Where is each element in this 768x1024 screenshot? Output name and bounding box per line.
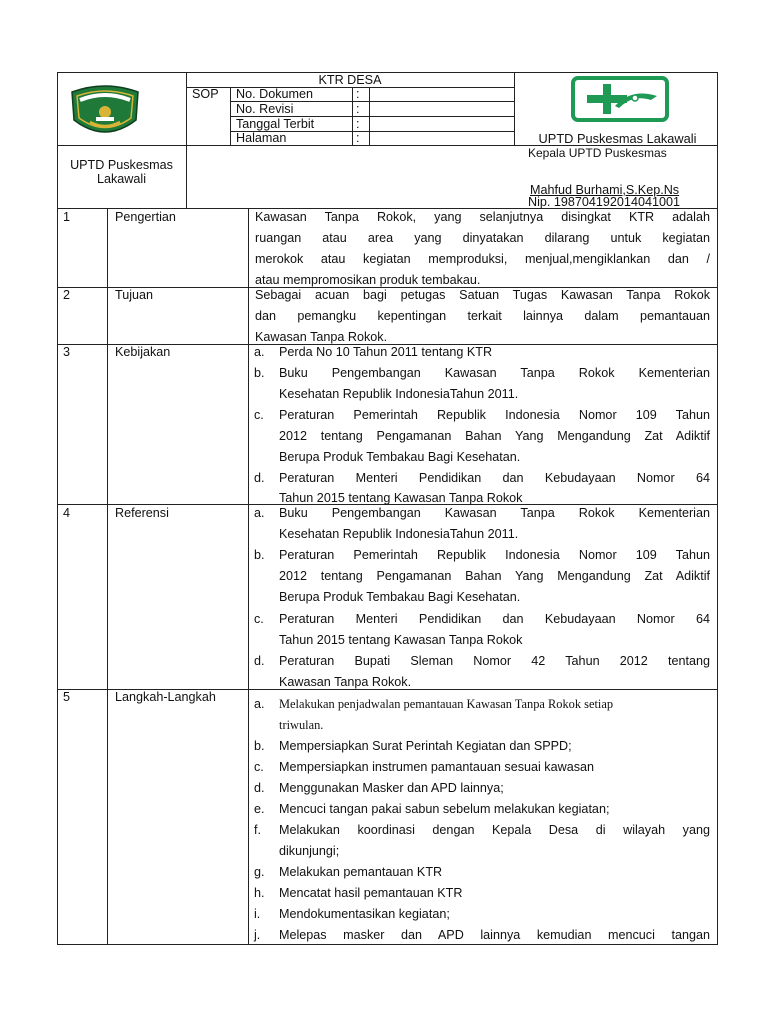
table-bottom-border [57, 944, 718, 945]
list-text-line: Melakukan koordinasi dengan Kepala Desa di wilayah yang [279, 823, 710, 837]
row-number: 5 [63, 690, 71, 704]
org-name-left-line1: UPTD Puskesmas [70, 158, 173, 172]
field-sep-4: : [356, 131, 360, 145]
row-title: Referensi [115, 506, 169, 520]
list-label: c. [254, 408, 264, 422]
field-sep-1: : [356, 87, 360, 101]
list-label: f. [254, 823, 261, 837]
list-text-line: Buku Pengembangan Kawasan Tanpa Rokok Kementerian [279, 506, 710, 520]
list-text-line: Menggunakan Masker dan APD lainnya; [279, 781, 504, 795]
row-title: Kebijakan [115, 345, 171, 359]
list-text-line: Melepas masker dan APD lainnya kemudian mencuci tangan [279, 928, 710, 942]
field-sep-3: : [356, 117, 360, 131]
field-col-2 [352, 87, 353, 146]
list-text-line: Mencuci tangan pakai sabun sebelum melakukan kegiatan; [279, 802, 610, 816]
row-number: 1 [63, 210, 71, 224]
row-text-line: Sebagai acuan bagi petugas Satuan Tugas Kawasan Tanpa Rokok [255, 288, 710, 302]
list-label: d. [254, 781, 265, 795]
list-text-line: Berupa Produk Tembakau Bagi Kesehatan. [279, 450, 521, 464]
field-label-tanggal-terbit: Tanggal Terbit [236, 117, 315, 131]
row-number: 3 [63, 345, 71, 359]
body-col-2 [248, 208, 249, 945]
field-col-3 [369, 87, 370, 146]
org-name-left-line2: Lakawali [96, 172, 146, 186]
list-label: h. [254, 886, 265, 900]
org-name-right: UPTD Puskesmas Lakawali [538, 131, 697, 146]
signer-name: Mahfud Burhami,S.Kep.Ns [530, 183, 680, 197]
field-label-halaman: Halaman [236, 131, 287, 145]
row-text-line: ruangan atau area yang dinyatakan dilarang untuk kegiatan [255, 231, 710, 245]
list-text-line: Mencatat hasil pemantauan KTR [279, 886, 463, 900]
list-text-line: Buku Pengembangan Kawasan Tanpa Rokok Kementerian [279, 366, 710, 380]
row-text-line: Kawasan Tanpa Rokok, yang selanjutnya disingkat KTR adalah [255, 210, 710, 224]
list-text-line: Peraturan Bupati Sleman Nomor 42 Tahun 2012 tentang [279, 654, 710, 668]
signer-title: Kepala UPTD Puskesmas [528, 146, 667, 160]
row-text-line: dan pemangku kepentingan terkait lainnya dalam pemantauan [255, 309, 710, 323]
list-label: d. [254, 654, 265, 668]
list-text-line: Tahun 2015 tentang Kawasan Tanpa Rokok [279, 491, 523, 505]
list-text-line: Perda No 10 Tahun 2011 tentang KTR [279, 345, 493, 359]
sop-label: SOP [192, 87, 219, 101]
list-text-line: Mempersiapkan Surat Perintah Kegiatan dan SPPD; [279, 739, 572, 753]
field-sep-2: : [356, 102, 360, 116]
row-text-line: merokok atau kegiatan memproduksi, menjual,mengiklankan dan / [255, 252, 710, 266]
puskesmas-logo [571, 76, 669, 122]
list-label: e. [254, 802, 265, 816]
list-text-line: Melakukan penjadwalan pemantauan Kawasan Tanpa Rokok setiap [279, 697, 614, 711]
header-col-divider-1 [186, 72, 187, 208]
list-text-line: Peraturan Pemerintah Republik Indonesia Nomor 109 Tahun [279, 408, 710, 422]
list-text-line: Melakukan pemantauan KTR [279, 865, 443, 879]
row-title: Pengertian [115, 210, 176, 224]
list-text-line: Berupa Produk Tembakau Bagi Kesehatan. [279, 590, 521, 604]
list-text-line: Kawasan Tanpa Rokok. [279, 675, 412, 689]
list-text-line: triwulan. [279, 718, 324, 732]
list-text-line: Peraturan Menteri Pendidikan dan Kebudayaan Nomor 64 [279, 471, 710, 485]
list-text-line: Kesehatan Republik IndonesiaTahun 2011. [279, 387, 519, 401]
row-text-line: atau mempromosikan produk tembakau. [255, 273, 481, 287]
list-label: a. [254, 345, 265, 359]
row-title: Langkah-Langkah [115, 690, 216, 704]
field-label-no-dokumen: No. Dokumen [236, 87, 313, 101]
list-label: b. [254, 739, 265, 753]
list-label: g. [254, 865, 265, 879]
header-right-border [717, 72, 718, 945]
row-number: 2 [63, 288, 71, 302]
list-label: c. [254, 612, 264, 626]
list-label: c. [254, 760, 264, 774]
list-label: b. [254, 548, 265, 562]
header-col-divider-2 [514, 72, 515, 146]
header-left-border [57, 72, 58, 945]
document-title: KTR DESA [318, 73, 382, 87]
signer-nip: Nip. 198704192014041001 [528, 195, 680, 209]
row-title: Tujuan [115, 288, 154, 302]
list-text-line: Mempersiapkan instrumen pamantauan sesuai kawasan [279, 760, 595, 774]
list-label: j. [254, 928, 261, 942]
list-text-line: dikunjungi; [279, 844, 340, 858]
list-label: d. [254, 471, 265, 485]
list-text-line: 2012 tentang Pengamanan Bahan Yang Mengandung Zat Adiktif [279, 569, 710, 583]
list-label: a. [254, 506, 265, 520]
luwu-timur-logo [66, 82, 144, 140]
list-text-line: Tahun 2015 tentang Kawasan Tanpa Rokok [279, 633, 523, 647]
list-text-line: Peraturan Menteri Pendidikan dan Kebudayaan Nomor 64 [279, 612, 710, 626]
list-label: i. [254, 907, 261, 921]
list-text-line: Mendokumentasikan kegiatan; [279, 907, 450, 921]
list-text-line: 2012 tentang Pengamanan Bahan Yang Mengandung Zat Adiktif [279, 429, 710, 443]
row-number: 4 [63, 506, 71, 520]
body-col-1 [107, 208, 108, 945]
list-label: b. [254, 366, 265, 380]
field-label-no-revisi: No. Revisi [236, 102, 294, 116]
list-text-line: Peraturan Pemerintah Republik Indonesia Nomor 109 Tahun [279, 548, 710, 562]
row-text-line: Kawasan Tanpa Rokok. [255, 330, 388, 344]
field-col-1 [230, 87, 231, 146]
list-label: a. [254, 697, 265, 711]
list-text-line: Kesehatan Republik IndonesiaTahun 2011. [279, 527, 519, 541]
